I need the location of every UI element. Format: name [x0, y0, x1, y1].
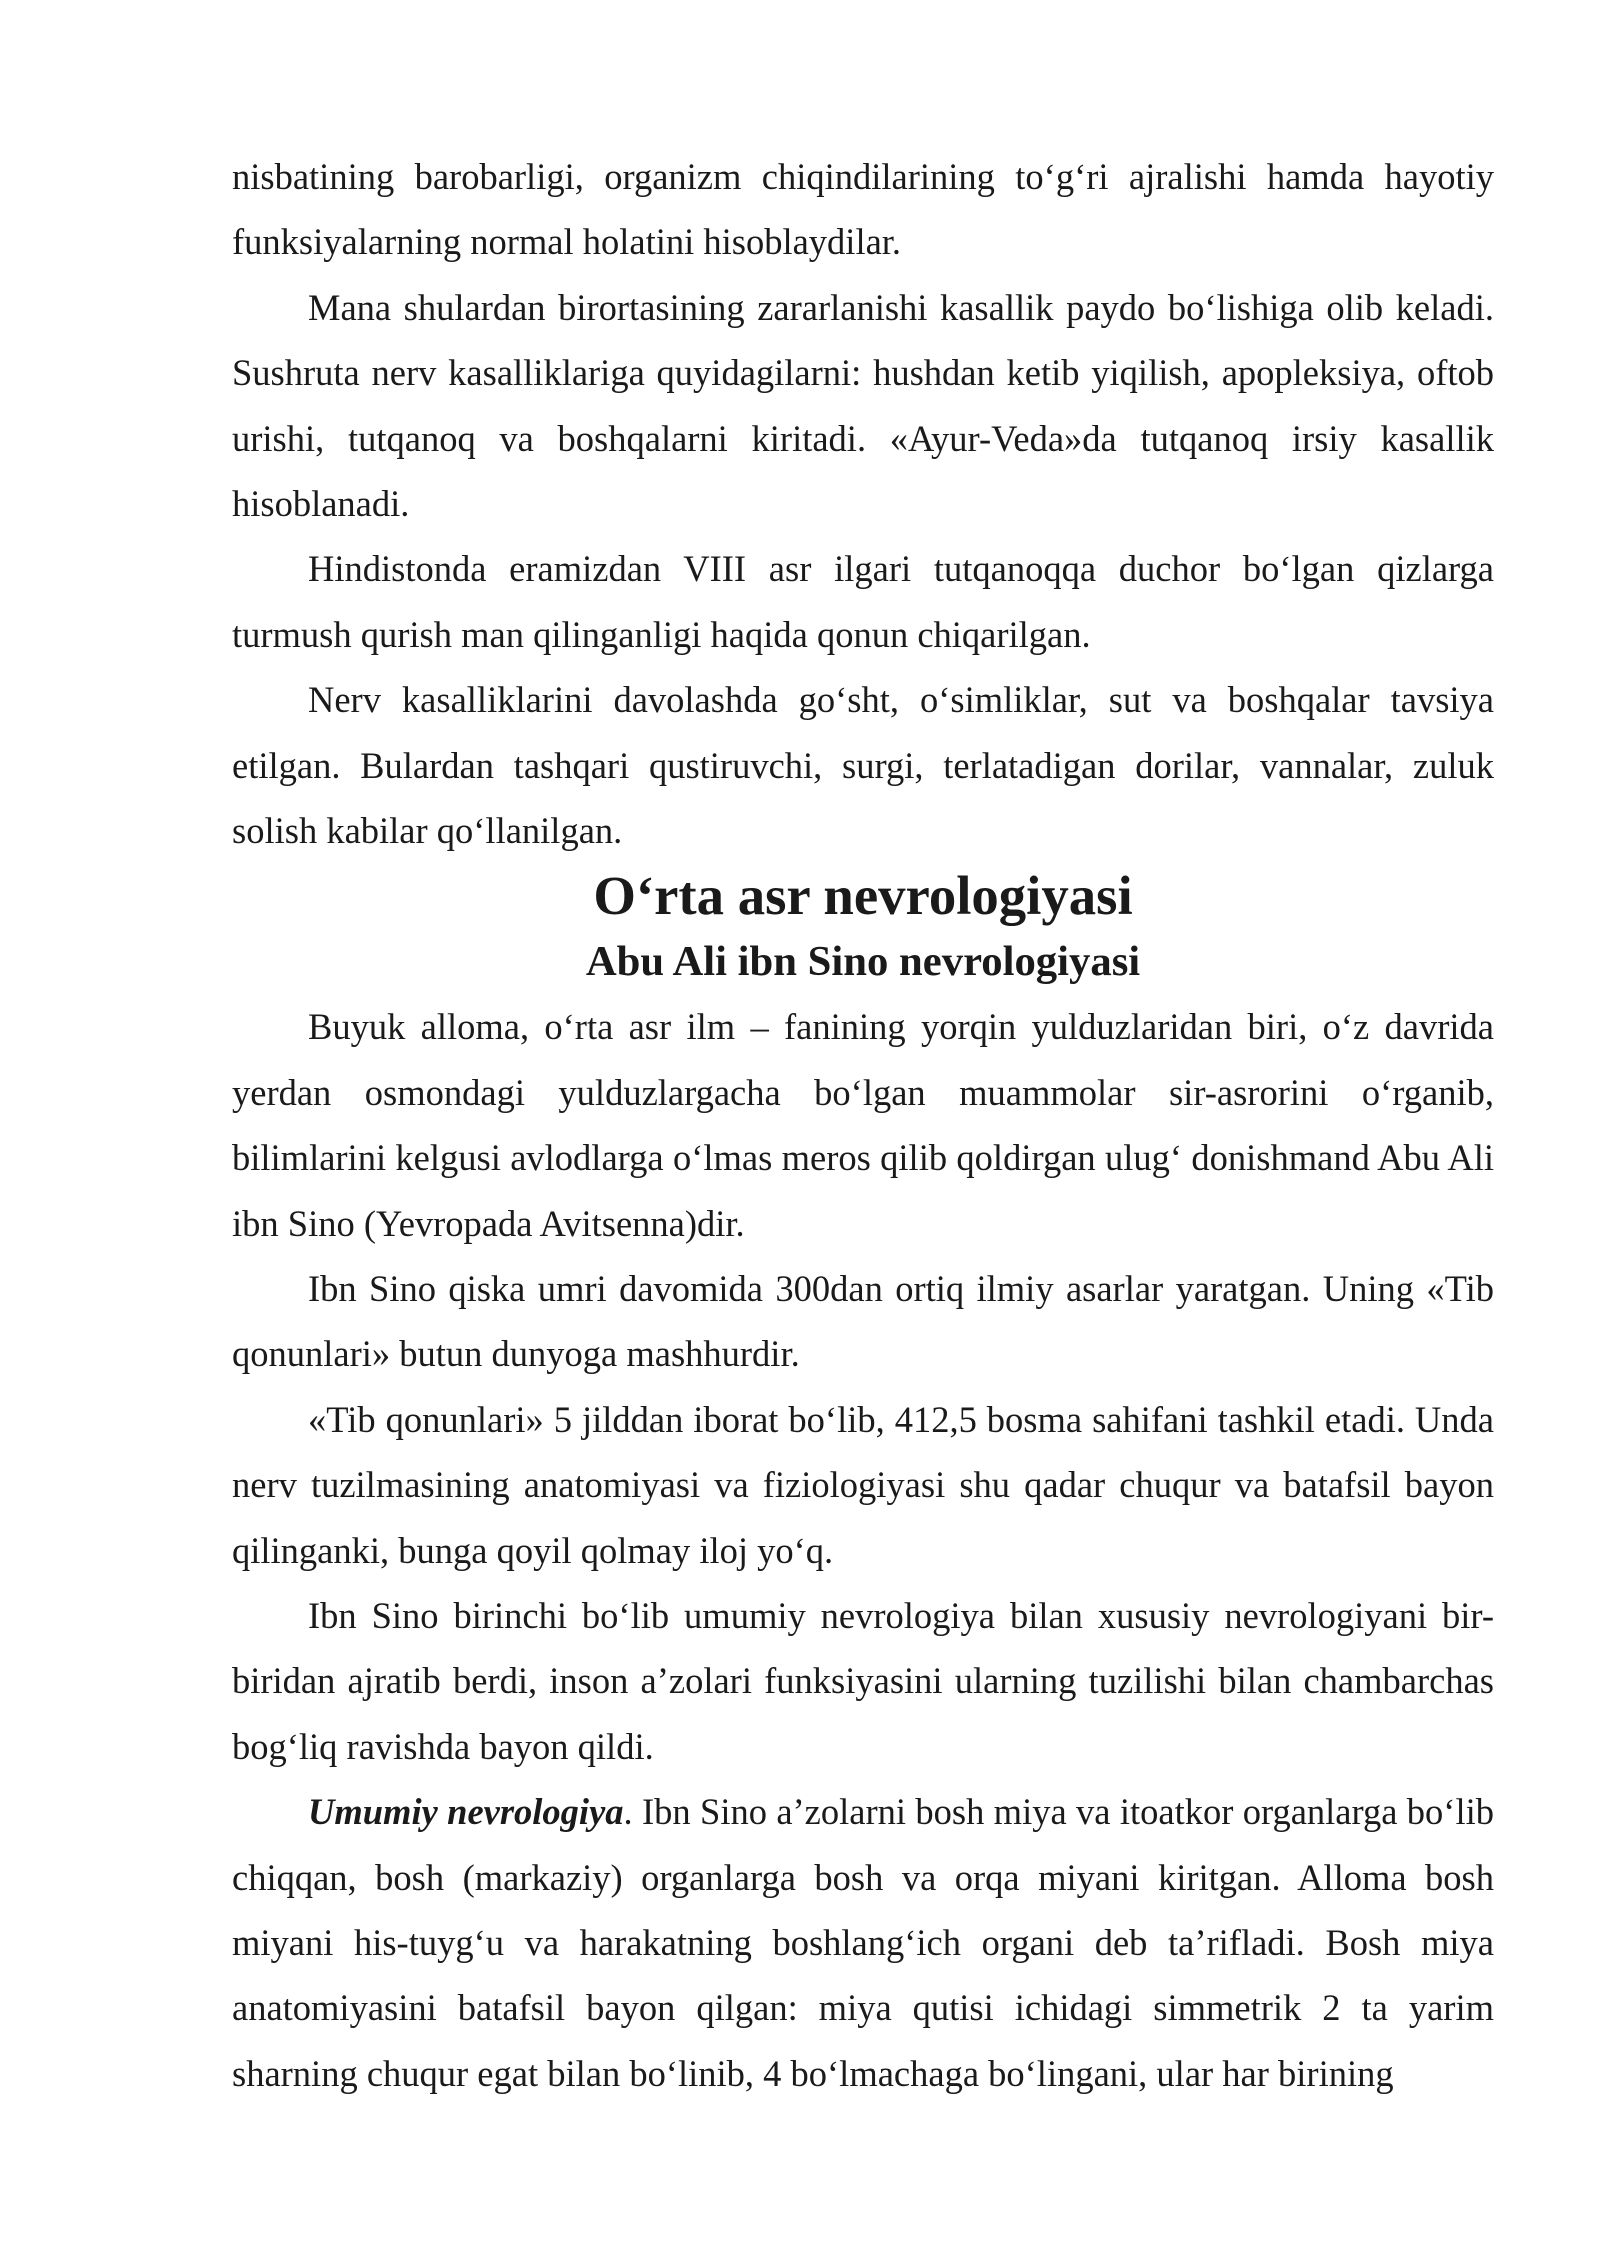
paragraph-text: . Ibn Sino a’zolarni bosh miya va itoatkor organlarga bo‘lib chiqqan, bosh (markaziy) organlarga bosh va orqa miyani kiritgan. Alloma bosh miyani his-tuyg‘u va harakatning boshlang‘ich organi deb ta’rifladi. Bosh miya anatomiyasini batafsil bayon qilgan: miya qutisi ichidagi simmetrik 2 ta yarim sharning chuqur egat bilan bo‘linib, 4 bo‘lmachaga bo‘lingani, ular har birining [232, 1791, 1494, 2094]
paragraph: Hindistonda eramizdan VIII asr ilgari tutqanoqqa duchor bo‘lgan qizlarga turmush qurish man qilinganligi haqida qonun chiqarilgan. [232, 548, 1494, 655]
paragraph: nisbatining barobarligi, organizm chiqindilarining to‘g‘ri ajralishi hamda hayotiy funksiyalarning normal holatini hisoblaydilar. [232, 156, 1494, 263]
section-heading: O‘rta asr nevrologiyasi [593, 865, 1133, 927]
paragraph: Ibn Sino birinchi bo‘lib umumiy nevrologiya bilan xususiy nevrologiyani bir-biridan ajratib berdi, inson a’zolari funksiyasini ularning tuzilishi bilan chambarchas bog‘liq ravishda bayon qildi. [232, 1594, 1494, 1767]
paragraph: «Tib qonunlari» 5 jilddan iborat bo‘lib, 412,5 bosma sahifani tashkil etadi. Unda nerv tuzilmasining anatomiyasi va fiziologiyasi shu qadar chuqur va batafsil bayon qilinganki, bunga qoyil qolmay iloj yo‘q. [232, 1398, 1494, 1571]
subsection-heading: Abu Ali ibn Sino nevrologiyasi [585, 937, 1141, 985]
paragraph: Ibn Sino qiska umri davomida 300dan ortiq ilmiy asarlar yaratgan. Uning «Tib qonunlari» butun dunyoga mashhurdir. [232, 1267, 1494, 1375]
emphasized-term: Umumiy nevrologiya [308, 1791, 624, 1833]
paragraph [232, 1779, 1494, 2106]
paragraph: Mana shulardan birortasining zararlanishi kasallik paydo bo‘lishiga olib keladi. Sushruta nerv kasalliklariga quyidagilarni: hushdan ketib yiqilish, apopleksiya, oftob urishi, tutqanoq va boshqalarni kiritadi. «Ayur-Veda»da tutqanoq irsiy kasallik hisoblanadi. [232, 286, 1494, 525]
paragraph: Buyuk alloma, o‘rta asr ilm – fanining yorqin yulduzlaridan biri, o‘z davrida yerdan osmondagi yulduzlargacha bo‘lgan muammolar sir-asrorini o‘rganib, bilimlarini kelgusi avlodlarga o‘lmas meros qilib qoldirgan ulug‘ donishmand Abu Ali ibn Sino (Yevropada Avitsenna)dir. [232, 1006, 1494, 1244]
document-page [232, 144, 1494, 2106]
paragraph: Nerv kasalliklarini davolashda go‘sht, o‘simliklar, sut va boshqalar tavsiya etilgan. Bulardan tashqari qustiruvchi, surgi, terlatadigan dorilar, vannalar, zuluk solish kabilar qo‘llanilgan. [232, 679, 1494, 852]
